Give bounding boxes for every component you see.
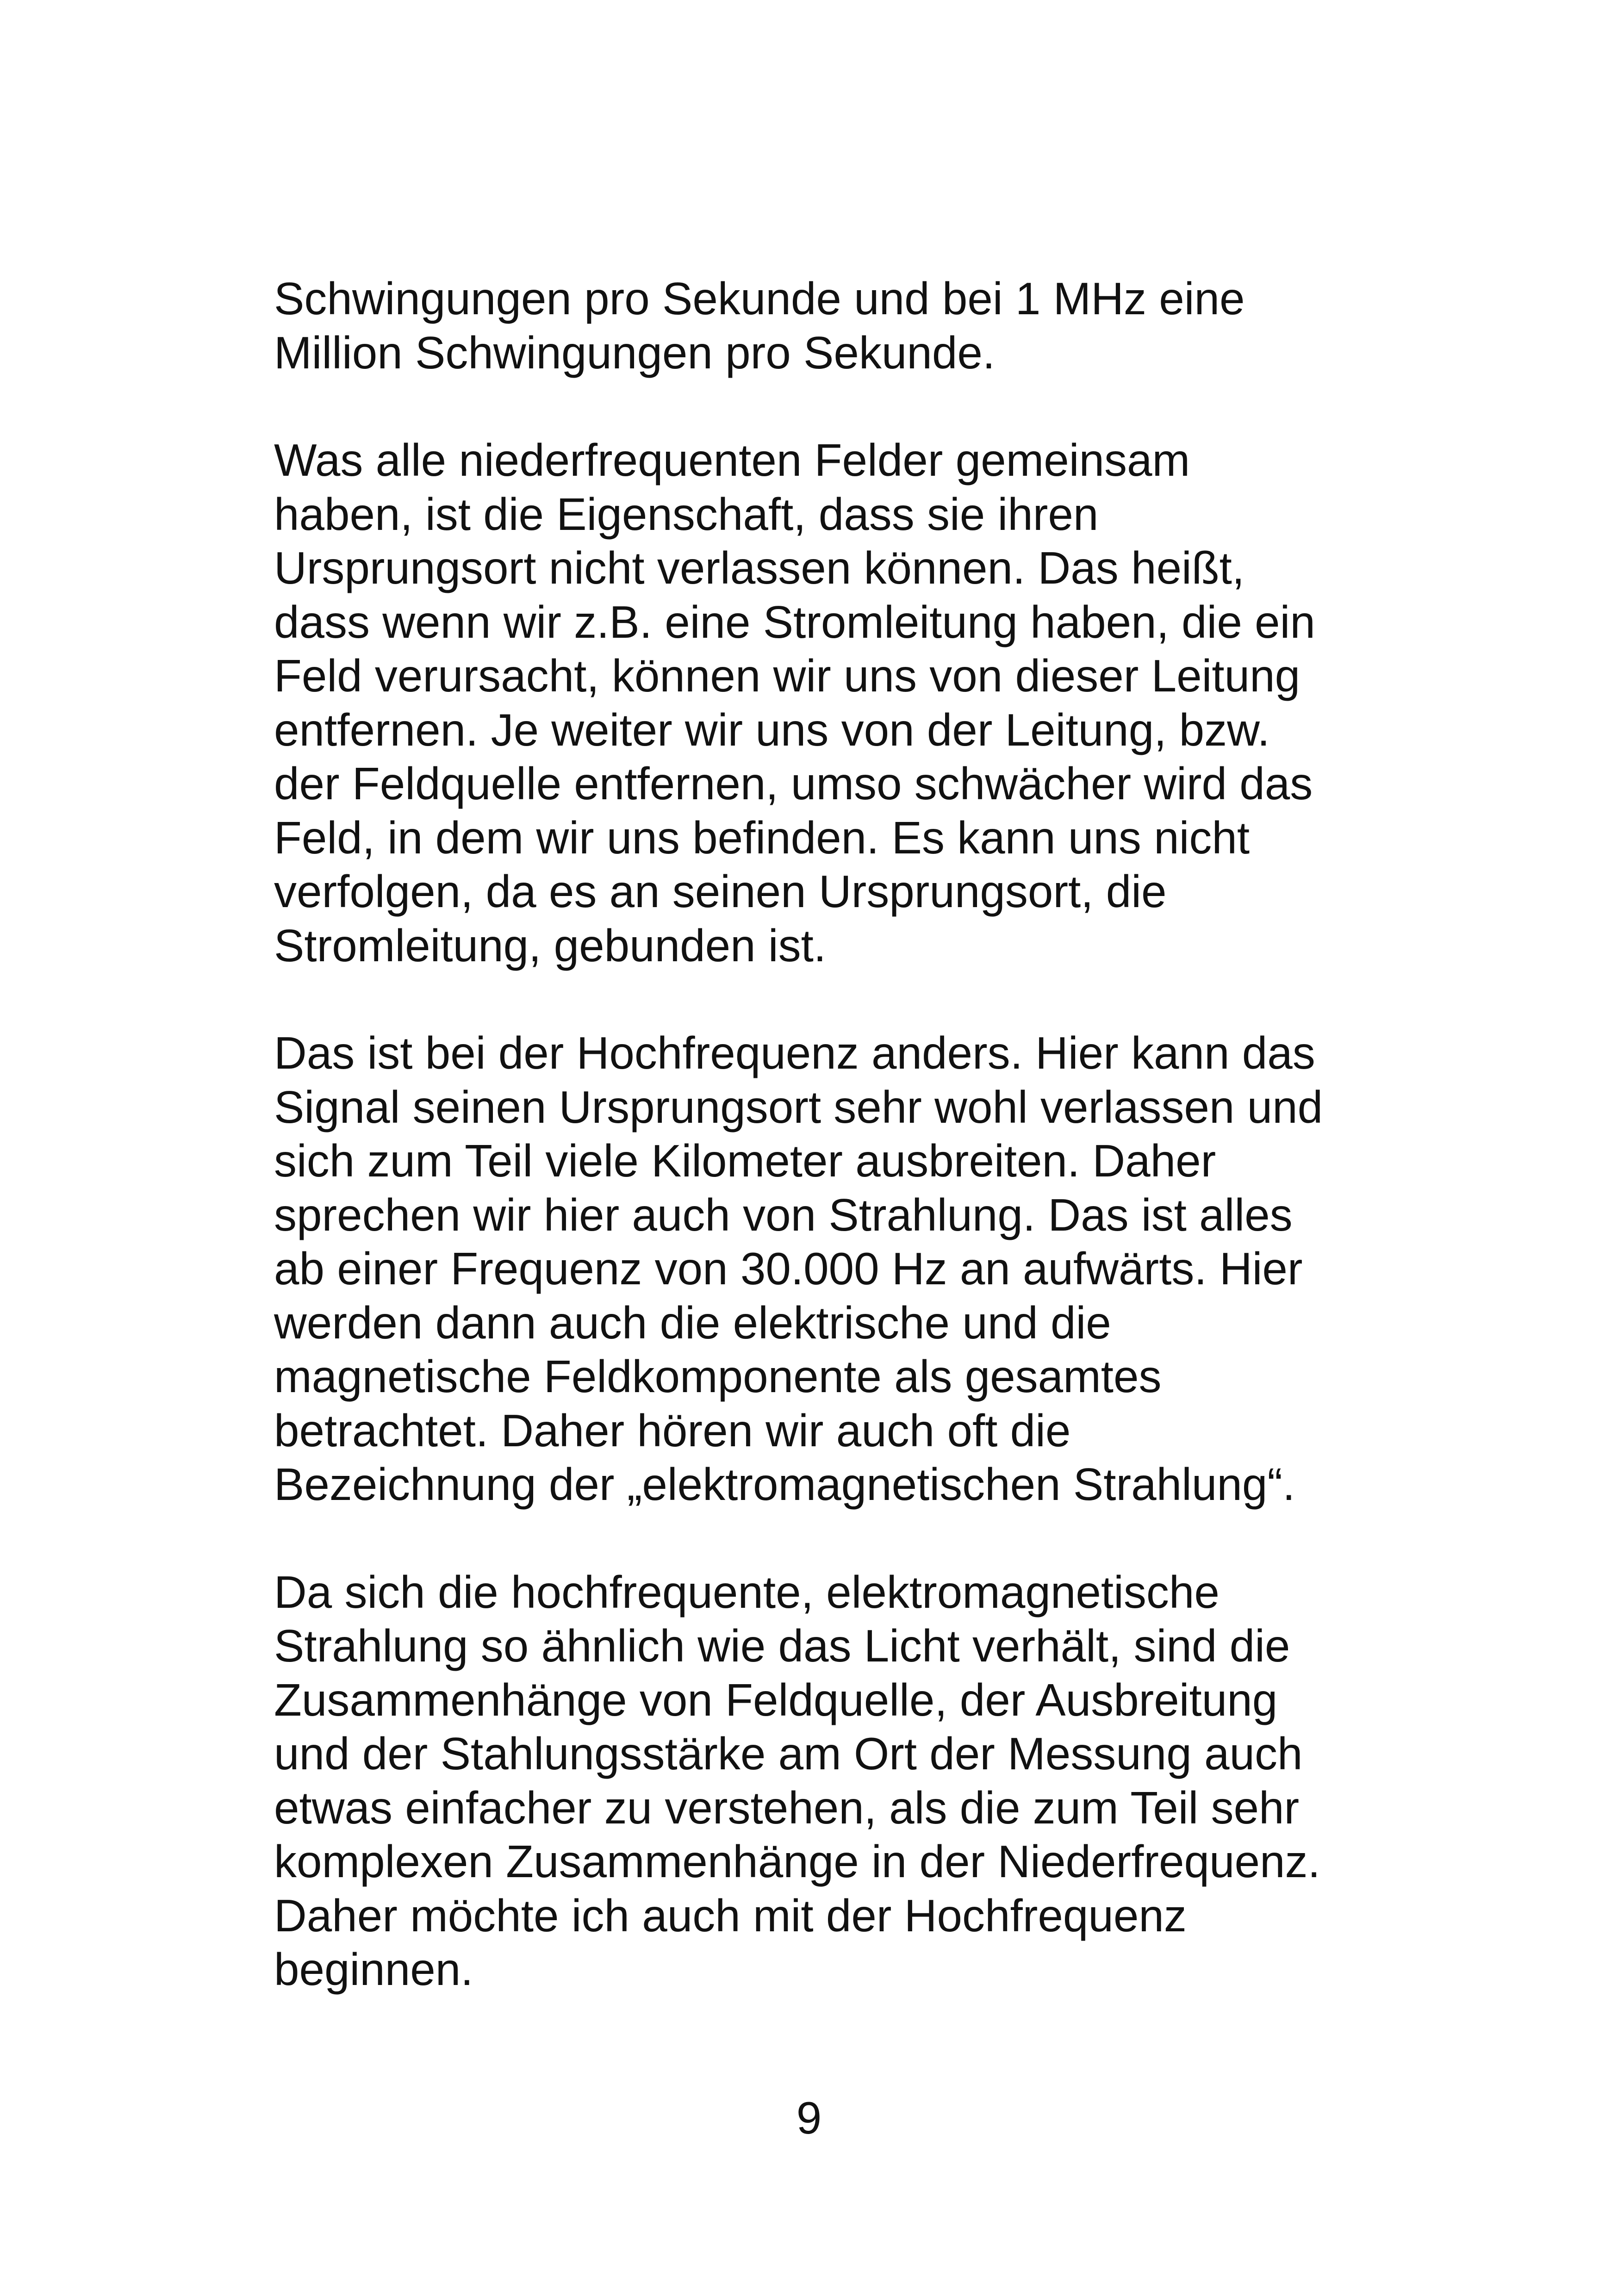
text-line: sprechen wir hier auch von Strahlung. Das ist alles [274,1189,1293,1240]
text-line: werden dann auch die elektrische und die [274,1297,1111,1348]
text-line: Ursprungsort nicht verlassen können. Das heißt, [274,542,1245,593]
paragraph-2 [274,433,1385,972]
text-line: Daher möchte ich auch mit der Hochfrequenz [274,1890,1187,1941]
text-line: Schwingungen pro Sekunde und bei 1 MHz eine [274,273,1245,324]
text-line: entfernen. Je weiter wir uns von der Leitung, bzw. [274,704,1270,755]
text-line: verfolgen, da es an seinen Ursprungsort, die [274,866,1167,917]
text-line: ab einer Frequenz von 30.000 Hz an aufwärts. Hier [274,1243,1303,1294]
text-line: Million Schwingungen pro Sekunde. [274,327,996,378]
text-line: Das ist bei der Hochfrequenz anders. Hier kann das [274,1027,1315,1078]
text-line: Stromleitung, gebunden ist. [274,920,827,971]
text-line: Signal seinen Ursprungsort sehr wohl verlassen und [274,1081,1323,1132]
body-text [274,272,1385,2050]
text-line: etwas einfacher zu verstehen, als die zum Teil sehr [274,1782,1300,1833]
text-line: haben, ist die Eigenschaft, dass sie ihren [274,488,1099,540]
text-line: dass wenn wir z.B. eine Stromleitung haben, die ein [274,596,1315,647]
text-line: komplexen Zusammenhänge in der Niederfrequenz. [274,1836,1320,1887]
text-line: und der Stahlungsstärke am Ort der Messung auch [274,1728,1303,1779]
paragraph-1 [274,272,1385,380]
text-line: Zusammenhänge von Feldquelle, der Ausbreitung [274,1674,1278,1725]
text-line: Strahlung so ähnlich wie das Licht verhält, sind die [274,1620,1290,1671]
text-line: beginnen. [274,1944,473,1995]
text-line: Was alle niederfrequenten Felder gemeinsam [274,435,1190,485]
text-line: Da sich die hochfrequente, elektromagnetische [274,1566,1220,1618]
paragraph-3 [274,1026,1385,1512]
text-line: magnetische Feldkomponente als gesamtes [274,1351,1162,1402]
paragraph-4 [274,1565,1385,1997]
text-line: der Feldquelle entfernen, umso schwächer wird das [274,758,1313,809]
text-line: Feld verursacht, können wir uns von dieser Leitung [274,650,1301,701]
page-number: 9 [796,2092,822,2143]
text-line: Bezeichnung der „elektromagnetischen Strahlung“. [274,1459,1295,1510]
text-line: sich zum Teil viele Kilometer ausbreiten. Daher [274,1135,1216,1186]
text-line: betrachtet. Daher hören wir auch oft die [274,1405,1071,1456]
text-line: Feld, in dem wir uns befinden. Es kann uns nicht [274,812,1250,863]
